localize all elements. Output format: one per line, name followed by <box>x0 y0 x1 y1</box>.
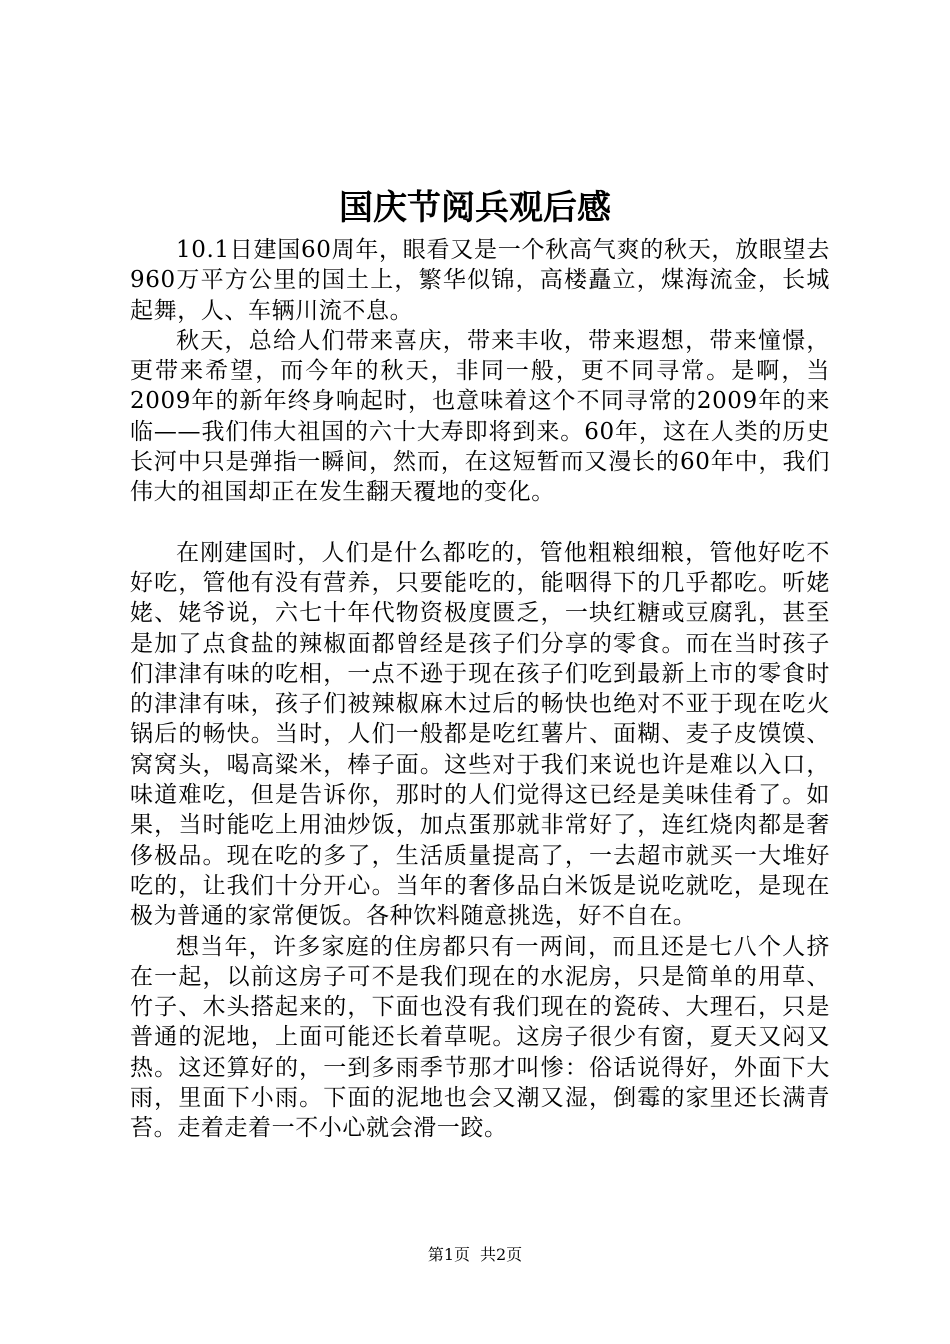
document-body <box>130 235 830 1144</box>
page-number-current: 第1页 <box>427 1245 470 1264</box>
paragraph-3: 在刚建国时，人们是什么都吃的，管他粗粮细粮，管他好吃不好吃，管他有没有营养，只要能吃的，能咽得下的几乎都吃。听姥姥、姥爷说，六七十年代物资极度匮乏，一块红糖或豆腐乳，甚至是加了点食盐的辣椒面都曾经是孩子们分享的零食。而在当时孩子们津津有味的吃相，一点不逊于现在孩子们吃到最新上市的零食时的津津有味，孩子们被辣椒麻木过后的畅快也绝对不亚于现在吃火锅后的畅快。当时，人们一般都是吃红薯片、面糊、麦子皮馍馍、窝窝头，喝高粱米，棒子面。这些对于我们来说也许是难以入口，味道难吃，但是告诉你，那时的人们觉得这已经是美味佳肴了。如果，当时能吃上用油炒饭，加点蛋那就非常好了，连红烧肉都是奢侈极品。现在吃的多了，生活质量提高了，一去超市就买一大堆好吃的，让我们十分开心。当年的奢侈品白米饭是说吃就吃，是现在极为普通的家常便饭。各种饮料随意挑选，好不自在。 <box>130 539 830 930</box>
page-number-total: 共2页 <box>480 1245 523 1264</box>
paragraph-2: 秋天，总给人们带来喜庆，带来丰收，带来遐想，带来憧憬，更带来希望，而今年的秋天，非同一般，更不同寻常。是啊，当2009年的新年终身响起时，也意味着这个不同寻常的2009年的来临——我们伟大祖国的六十大寿即将到来。60年，这在人类的历史长河中只是弹指一瞬间，然而，在这短暂而又漫长的60年中，我们伟大的祖国却正在发生翻天覆地的变化。 <box>130 327 830 506</box>
document-title: 国庆节阅兵观后感 <box>339 188 611 228</box>
paragraph-4: 想当年，许多家庭的住房都只有一两间，而且还是七八个人挤在一起，以前这房子可不是我们现在的水泥房，只是简单的用草、竹子、木头搭起来的，下面也没有我们现在的瓷砖、大理石，只是普通的泥地，上面可能还长着草呢。这房子很少有窗，夏天又闷又热。这还算好的，一到多雨季节那才叫惨：俗话说得好，外面下大雨，里面下小雨。下面的泥地也会又潮又湿，倒霉的家里还长满青苔。走着走着一不小心就会滑一跤。 <box>130 933 830 1142</box>
page-footer <box>0 1243 950 1267</box>
paragraph-1: 10.1日建国60周年，眼看又是一个秋高气爽的秋天，放眼望去960万平方公里的国土上，繁华似锦，高楼矗立，煤海流金，长城起舞，人、车辆川流不息。 <box>130 237 830 324</box>
